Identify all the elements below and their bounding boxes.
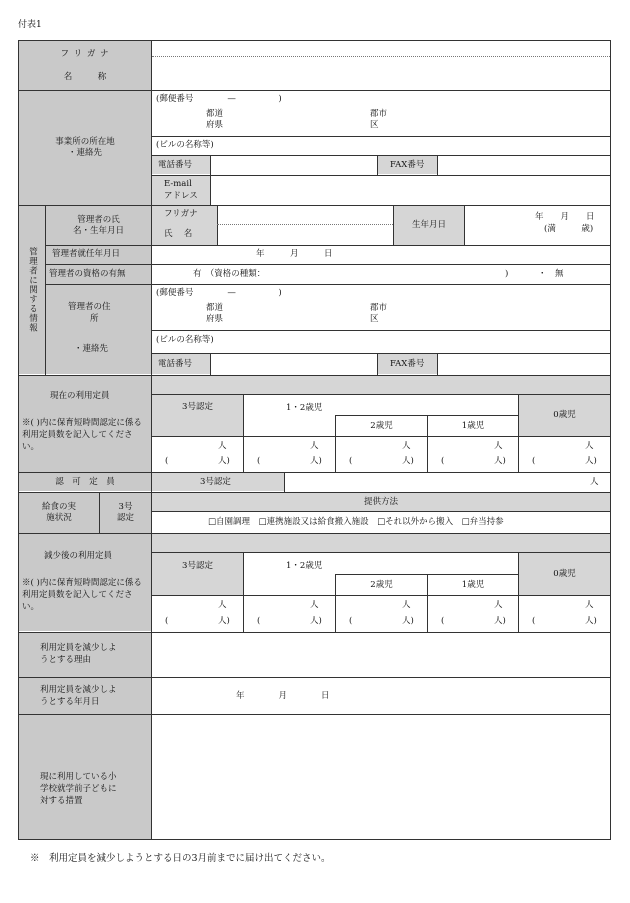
reduced-age2-paren-open: (: [349, 616, 353, 626]
divider: [518, 394, 519, 472]
qualification-close-paren: ): [505, 269, 509, 279]
tel-label: 電話番号: [158, 160, 193, 170]
meal-status-label-cell: [19, 493, 99, 533]
furigana-input[interactable]: [152, 41, 610, 56]
divider: [243, 552, 244, 632]
manager-fuken-label: 府県: [206, 314, 224, 324]
reduction-date-label-cell: [19, 678, 151, 714]
manager-tel-label: 電話番号: [158, 359, 193, 369]
birthdate-value[interactable]: 年 月 日: [535, 212, 595, 222]
measures-label-3: 対する措置: [40, 796, 83, 806]
meal-status-label-1: 給食の実: [41, 502, 76, 512]
divider: [427, 415, 428, 472]
todo-label: 都道: [206, 109, 224, 119]
manager-name-label-line2: 名・生年月日: [72, 225, 124, 236]
manager-fax-input[interactable]: [438, 354, 610, 374]
manager-tel-input[interactable]: [211, 354, 377, 374]
manager-todo-label: 都道: [206, 303, 224, 313]
meal-g3-label-cell: [100, 493, 151, 533]
reduced-age12-header: 1・2歳児: [286, 561, 323, 571]
reduced-age2-paren-nin: 人): [402, 616, 414, 626]
divider: [243, 394, 244, 472]
current-g3-nin: 人: [218, 441, 227, 451]
divider: [151, 595, 611, 596]
current-age1-paren-open: (: [441, 456, 445, 466]
reduced-age0-paren-open: (: [532, 616, 536, 626]
building-name-field[interactable]: (ビルの名称等): [156, 140, 214, 150]
current-g3-header-cell: [152, 395, 243, 436]
manager-building-field[interactable]: (ビルの名称等): [156, 335, 214, 345]
current-age0-paren-open: (: [532, 456, 536, 466]
reduction-reason-label-2: うとする理由: [40, 655, 92, 665]
current-age12-paren-open: (: [257, 456, 261, 466]
current-age0-nin: 人: [585, 441, 594, 451]
meisho-input[interactable]: [152, 57, 610, 90]
office-address-label-line1: 事業所の所在地: [55, 137, 115, 147]
divider: [151, 40, 152, 90]
manager-address-label-1: 管理者の住: [68, 302, 111, 312]
manager-furigana-input[interactable]: [218, 206, 393, 224]
divider: [152, 56, 610, 57]
name-label-cell: [19, 41, 151, 90]
manager-fax-label: FAX番号: [390, 359, 425, 369]
manager-gunshi-label: 郡市: [370, 303, 388, 313]
reduction-reason-input[interactable]: [152, 633, 610, 677]
current-age2-header-cell: [336, 416, 427, 436]
reduced-age0-header: 0歳児: [553, 568, 576, 579]
current-age1-header-cell: [428, 416, 518, 436]
divider: [151, 394, 611, 395]
reduced-age1-paren-nin: 人): [494, 616, 506, 626]
reduced-age1-nin: 人: [494, 600, 503, 610]
manager-group-label: 管理者に関する情報: [27, 247, 38, 333]
reduced-age1-header: 1歳児: [461, 579, 485, 590]
reduced-age12-paren-nin: 人): [310, 616, 322, 626]
meal-method-options[interactable]: □自園調理 □連携施設又は給食搬入施設 □それ以外から搬入 □弁当持参: [208, 517, 504, 527]
manager-postal-field[interactable]: (郵便番号 — ): [156, 288, 282, 298]
meal-status-label-2: 施状況: [46, 513, 72, 523]
divider: [335, 574, 336, 632]
divider: [284, 472, 285, 492]
current-g3-paren-nin: 人): [218, 456, 230, 466]
reduced-age2-header: 2歳児: [370, 579, 393, 590]
divider: [151, 552, 611, 553]
current-age1-paren-nin: 人): [494, 456, 506, 466]
reduced-capacity-label: 減少後の利用定員: [44, 551, 113, 561]
reduced-age12-nin: 人: [310, 600, 319, 610]
email-label-1: E-mail: [164, 179, 192, 189]
reduction-reason-label-1: 利用定員を減少しよ: [40, 643, 117, 653]
manager-address-label-cell: [46, 285, 151, 374]
reduced-age1-paren-open: (: [441, 616, 445, 626]
email-label-2: アドレス: [164, 191, 198, 201]
divider: [518, 552, 519, 632]
ku-label: 区: [370, 120, 379, 130]
current-age2-paren-nin: 人): [402, 456, 414, 466]
reduced-age1-header-cell: [428, 575, 518, 595]
reduction-date-label-2: うとする年月日: [40, 697, 100, 707]
reduced-age2-header-cell: [336, 575, 427, 595]
manager-address-label-2: 所: [90, 314, 99, 324]
current-age1-header: 1歳児: [461, 420, 485, 431]
manager-shimei-label: 氏 名: [164, 229, 193, 239]
appointed-label: 管理者就任年月日: [52, 249, 121, 259]
manager-group-label-cell: [19, 206, 45, 374]
meal-method-header: 提供方法: [363, 496, 398, 507]
divider: [437, 155, 438, 175]
current-age2-nin: 人: [402, 441, 411, 451]
meal-g3-label-2: 認定: [116, 513, 134, 523]
meal-method-header-cell: [152, 493, 610, 511]
reduced-g3-paren-open: (: [165, 616, 169, 626]
current-capacity-label: 現在の利用定員: [50, 391, 110, 401]
reduced-age12-paren-open: (: [257, 616, 261, 626]
appointed-value[interactable]: 年 月 日: [256, 249, 333, 259]
current-age12-nin: 人: [310, 441, 319, 451]
reduced-age0-header-cell: [519, 553, 610, 595]
current-age0-paren-nin: 人): [585, 456, 597, 466]
current-age1-nin: 人: [494, 441, 503, 451]
application-form: [18, 40, 611, 840]
postal-code-field[interactable]: (郵便番号 — ): [156, 94, 282, 104]
current-age12-header-cell: [244, 395, 518, 415]
reduced-g3-header: 3号認定: [182, 560, 213, 571]
current-age0-header-cell: [519, 395, 610, 436]
footer-note: ※ 利用定員を減少しようとする日の3月前までに届け出てください。: [30, 853, 331, 864]
email-input[interactable]: [211, 176, 610, 205]
manager-name-input[interactable]: [218, 225, 393, 245]
reduced-capacity-note: ※( )内に保育短時間認定に係る利用定員数を記入してください。: [22, 578, 142, 612]
office-address-label-line2: ・連絡先: [67, 148, 102, 158]
qualification-no-option[interactable]: ・ 無: [538, 269, 564, 279]
reduction-date-label-1: 利用定員を減少しよ: [40, 685, 117, 695]
birthdate-label: 生年月日: [411, 220, 446, 230]
birthdate-label-cell: [394, 206, 464, 245]
divider: [464, 205, 465, 245]
furigana-label: フ リ ガ ナ: [60, 48, 110, 59]
tel-input[interactable]: [211, 156, 377, 174]
divider: [151, 436, 611, 437]
meisho-label: 名 称: [63, 71, 107, 82]
approved-capacity-label-cell: [19, 473, 151, 491]
divider: [427, 574, 428, 632]
manager-address-label-3: ・連絡先: [74, 344, 109, 354]
gunshi-label: 郡市: [370, 109, 388, 119]
approved-nin: 人: [590, 477, 599, 487]
office-address-label: [19, 91, 151, 205]
qualification-yes-option[interactable]: 有 （資格の種類：: [193, 269, 266, 279]
manager-ku-label: 区: [370, 314, 379, 324]
divider: [151, 330, 611, 331]
fax-label: FAX番号: [390, 160, 425, 170]
reduced-capacity-header-strip: [152, 534, 610, 552]
reduced-age0-paren-nin: 人): [585, 616, 597, 626]
divider: [151, 511, 611, 512]
current-age12-header: 1・2歳児: [286, 403, 323, 413]
measures-input[interactable]: [152, 715, 610, 839]
approved-g3-label: 3号認定: [200, 477, 231, 487]
approved-capacity-label: 認 可 定 員: [55, 476, 115, 487]
qualification-label: 管理者の資格の有無: [49, 269, 126, 279]
reduced-g3-nin: 人: [218, 600, 227, 610]
manager-name-label: [46, 206, 151, 245]
divider: [151, 136, 611, 137]
fax-input[interactable]: [438, 156, 610, 174]
current-capacity-header-strip: [152, 376, 610, 394]
divider: [335, 415, 336, 472]
current-g3-paren-open: (: [165, 456, 169, 466]
reduced-age12-header-cell: [244, 553, 518, 574]
current-age0-header: 0歳児: [553, 410, 576, 420]
manager-furigana-label: フリガナ: [164, 209, 198, 219]
current-age2-paren-open: (: [349, 456, 353, 466]
reduced-age0-nin: 人: [585, 600, 594, 610]
current-g3-header: 3号認定: [182, 402, 213, 412]
divider: [377, 155, 378, 175]
measures-label-2: 学校就学前子どもに: [40, 784, 117, 794]
manager-name-label-line1: 管理者の氏: [77, 214, 120, 225]
fuken-label: 府県: [206, 120, 224, 130]
reduction-date-value[interactable]: 年 月 日: [236, 691, 330, 701]
age-value[interactable]: (満 歳): [544, 224, 594, 234]
current-age12-paren-nin: 人): [310, 456, 322, 466]
current-capacity-note: ※( )内に保育短時間認定に係る利用定員数を記入してください。: [22, 418, 142, 452]
measures-label-1: 現に利用している小: [40, 772, 117, 782]
current-age2-header: 2歳児: [370, 420, 393, 431]
document-label: 付表1: [18, 20, 42, 30]
reduced-age2-nin: 人: [402, 600, 411, 610]
reduced-g3-paren-nin: 人): [218, 616, 230, 626]
reduced-g3-header-cell: [152, 553, 243, 595]
meal-g3-label-1: 3号: [118, 502, 133, 512]
